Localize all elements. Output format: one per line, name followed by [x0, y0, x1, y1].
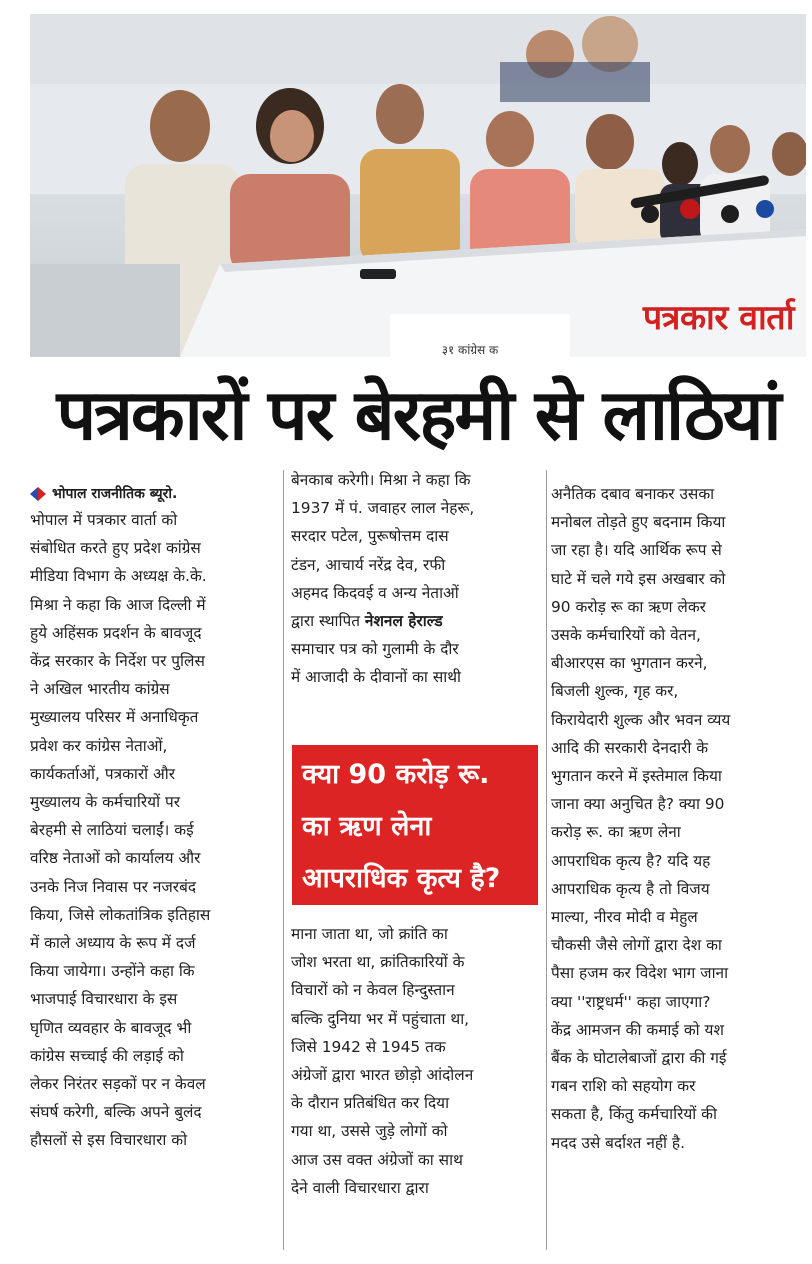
- col3-line: चौकसी जैसे लोगों द्वारा देश का: [551, 936, 722, 955]
- col3-line: गबन राशि को सहयोग कर: [551, 1077, 696, 1096]
- col1-line: वरिष्ठ नेताओं को कार्यालय और: [30, 849, 201, 868]
- col1-line: केंद्र सरकार के निर्देश पर पुलिस: [30, 652, 205, 671]
- diamond-bullet-icon: [30, 487, 46, 501]
- column-1: [30, 482, 276, 1155]
- col3-line: बैंक के घोटालेबाजों द्वारा की गई: [551, 1049, 727, 1068]
- col3-line: 90 करोड़ रू का ऋण लेकर: [551, 597, 706, 616]
- byline-text: भोपाल राजनीतिक ब्यूरो.: [52, 486, 178, 502]
- col1-line: भोपाल में पत्रकार वार्ता को: [30, 511, 178, 529]
- col1-line: किया, जिसे लोकतांत्रिक इतिहास: [30, 905, 211, 924]
- col1-line: लेकर निरंतर सड़कों पर न केवल: [30, 1075, 206, 1094]
- col1-line: संघर्ष करेगी, बल्कि अपने बुलंद: [30, 1103, 202, 1122]
- col3-line: क्या ''राष्ट्रधर्म'' कहा जाएगा?: [551, 992, 711, 1011]
- col3-line: करोड़ रू. का ऋण लेना: [551, 823, 681, 842]
- pull-quote-line: आपराधिक कृत्य है?: [302, 863, 501, 894]
- byline: [30, 482, 276, 506]
- col1-line: मिश्रा ने कहा कि आज दिल्ली में: [30, 595, 206, 614]
- pull-quote-line: का ऋण लेना: [302, 811, 432, 842]
- col2-line: अहमद किदवई व अन्य नेताओं: [291, 583, 459, 602]
- column-3: [551, 480, 808, 1157]
- col3-line: आपराधिक कृत्य है तो विजय: [551, 879, 710, 898]
- col1-line: उनके निज निवास पर नजरबंद: [30, 877, 197, 896]
- col2-line: विचारों को न केवल हिन्दुस्तान: [291, 981, 455, 1000]
- col2-line: जोश भरता था, क्रांतिकारियों के: [291, 953, 465, 972]
- col3-line: अनैतिक दबाव बनाकर उसका: [551, 485, 715, 503]
- col1-line: ने अखिल भारतीय कांग्रेस: [30, 680, 170, 699]
- column-2-bottom: [291, 920, 543, 1202]
- col2-line: आज उस वक्त अंग्रेजों का साथ: [291, 1150, 463, 1169]
- press-conference-photo: [30, 14, 806, 357]
- col3-line: सकता है, किंतु कर्मचारियों की: [551, 1105, 717, 1124]
- col1-line: मुख्यालय परिसर में अनाधिकृत: [30, 708, 199, 727]
- col3-line: जा रहा है। यदि आर्थिक रूप से: [551, 541, 722, 560]
- col2-line: माना जाता था, जो क्रांति का: [291, 925, 448, 943]
- col1-line: हुये अहिंसक प्रदर्शन के बावजूद: [30, 623, 202, 642]
- pull-quote-box: [292, 745, 538, 905]
- col3-line: उसके कर्मचारियों को वेतन,: [551, 626, 701, 645]
- col2-line: गया था, उससे जुड़े लोगों को: [291, 1122, 448, 1141]
- col3-line: आदि की सरकारी देनदारी के: [551, 738, 709, 757]
- col2-line: देने वाली विचारधारा द्वारा: [291, 1178, 429, 1197]
- col1-line: कांग्रेस सच्चाई की लड़ाई को: [30, 1046, 184, 1065]
- col2-line: के दौरान प्रतिबंधित कर दिया: [291, 1094, 450, 1113]
- col3-line: मदद उसे बर्दाश्त नहीं है.: [551, 1133, 685, 1152]
- col1-line: मीडिया विभाग के अध्यक्ष के.के.: [30, 567, 207, 586]
- column-divider: [283, 470, 284, 1250]
- table-banner-text: ३१ कांग्रेस क: [441, 343, 499, 357]
- col3-line: माल्या, नीरव मोदी व मेहुल: [551, 908, 698, 927]
- col3-line: बिजली शुल्क, गृह कर,: [551, 682, 679, 701]
- headline: पत्रकारों पर बेरहमी से लाठियां: [56, 374, 780, 456]
- column-divider: [546, 470, 547, 1250]
- col2-line: जिसे 1942 से 1945 तक: [291, 1037, 446, 1056]
- col2-line-text: द्वारा स्थापित: [291, 612, 361, 631]
- col3-line: जाना क्या अनुचित है? क्या 90: [551, 795, 725, 814]
- col1-line: में काले अध्याय के रूप में दर्ज: [30, 934, 196, 953]
- col2-line: अंग्रेजों द्वारा भारत छोड़ो आंदोलन: [291, 1066, 474, 1085]
- col2-line: 1937 में पं. जवाहर लाल नेहरू,: [291, 499, 475, 518]
- col1-line: संबोधित करते हुए प्रदेश कांग्रेस: [30, 539, 201, 558]
- column-2-top: [291, 466, 543, 692]
- col3-line: भुगतान करने में इस्तेमाल किया: [551, 767, 722, 786]
- col3-line: केंद्र आमजन की कमाई को यश: [551, 1020, 724, 1039]
- col2-line: बल्कि दुनिया भर में पहुंचाता था,: [291, 1009, 470, 1028]
- col3-line: घाटे में चले गये इस अखबार को: [551, 569, 726, 588]
- col1-line: कार्यकर्ताओं, पत्रकारों और: [30, 764, 176, 783]
- col2-line: टंडन, आचार्य नरेंद्र देव, रफी: [291, 555, 446, 574]
- pull-quote-line: क्या 90 करोड़ रू.: [302, 759, 490, 790]
- col1-line: प्रवेश कर कांग्रेस नेताओं,: [30, 736, 168, 755]
- col1-line: मुख्यालय के कर्मचारियों पर: [30, 793, 180, 812]
- col1-line: घृणित व्यवहार के बावजूद भी: [30, 1018, 192, 1037]
- col2-line: सरदार पटेल, पुरूषोत्तम दास: [291, 527, 449, 546]
- col1-line: किया जायेगा। उन्होंने कहा कि: [30, 962, 195, 981]
- col2-line: [291, 607, 543, 635]
- col3-line: बीआरएस का भुगतान करने,: [551, 654, 708, 673]
- col1-line: हौसलों से इस विचारधारा को: [30, 1131, 188, 1150]
- col3-line: पैसा हजम कर विदेश भाग जाना: [551, 964, 729, 983]
- col2-line: में आजादी के दीवानों का साथी: [291, 668, 462, 687]
- col3-line: आपराधिक कृत्य है? यदि यह: [551, 851, 711, 870]
- col3-line: किरायेदारी शुल्क और भवन व्यय: [551, 710, 731, 729]
- col2-line: बेनकाब करेगी। मिश्रा ने कहा कि: [291, 471, 471, 489]
- col3-line: मनोबल तोड़ते हुए बदनाम किया: [551, 513, 726, 532]
- col1-line: भाजपाई विचारधारा के इस: [30, 990, 178, 1009]
- col2-line: समाचार पत्र को गुलामी के दौर: [291, 640, 459, 659]
- photo-caption: पत्रकार वार्ता: [642, 298, 794, 338]
- col1-line: बेरहमी से लाठियां चलाईं। कई: [30, 821, 194, 840]
- national-herald-name: नेशनल हेराल्ड: [364, 612, 443, 631]
